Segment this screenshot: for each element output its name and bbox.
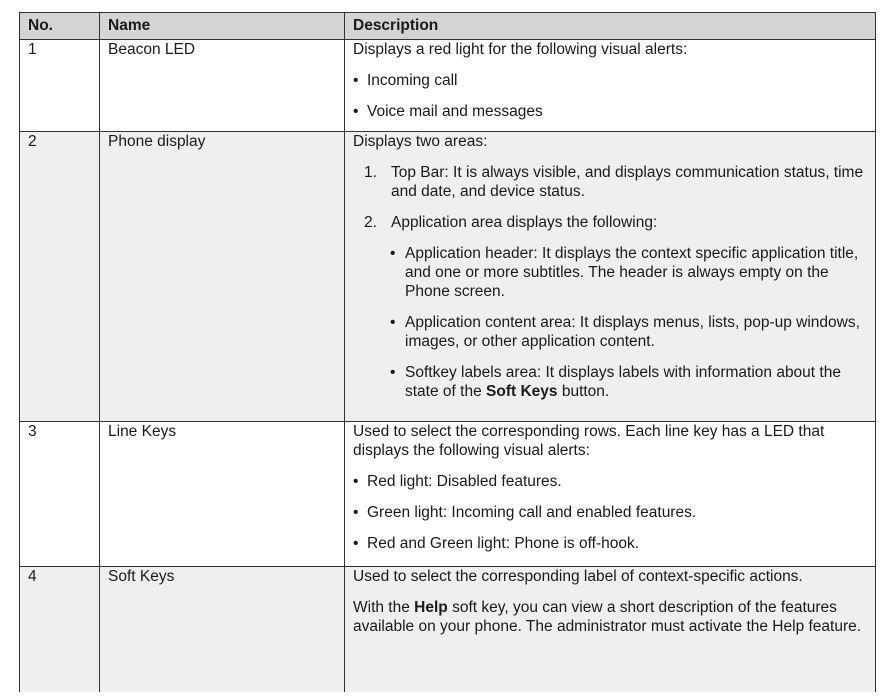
item-text: Application area displays the following:	[391, 214, 658, 231]
table-row	[20, 422, 876, 567]
soft-keys-bold: Soft Keys	[486, 383, 558, 400]
table-row	[20, 40, 876, 132]
row-name: Soft Keys	[108, 568, 175, 585]
header-description: Description	[345, 13, 876, 40]
row-number: 1	[28, 41, 37, 58]
numbered-item	[364, 163, 869, 201]
component-table	[19, 12, 876, 692]
help-text-after: soft key, you can view a short description of the features available on your phone. The administrator must activate the Help feature.	[353, 599, 862, 635]
list-item: • Red light: Disabled features.	[353, 472, 869, 491]
row-number: 3	[28, 423, 37, 440]
list-item: • Incoming call	[353, 71, 869, 90]
row-number: 4	[28, 568, 37, 585]
item-number: 1.	[364, 164, 377, 181]
sub-list-item: • Application content area: It displays menus, lists, pop-up windows, images, or other application content.	[390, 313, 869, 351]
header-name: Name	[100, 13, 345, 40]
help-bold: Help	[414, 599, 448, 616]
sub-list-item: • Application header: It displays the context specific application title, and one or more subtitles. The header is always empty on the Phone screen.	[390, 244, 869, 301]
softkey-text-before: Softkey labels area: It displays labels with information about the state of the	[405, 364, 841, 400]
list-item: • Green light: Incoming call and enabled features.	[353, 503, 869, 522]
row-intro: Displays two areas:	[353, 133, 488, 150]
table-row	[20, 132, 876, 422]
numbered-item	[364, 213, 869, 232]
table-row	[20, 567, 876, 693]
item-text: Top Bar: It is always visible, and displays communication status, time and date, and device status.	[391, 164, 864, 200]
help-paragraph	[353, 598, 869, 636]
header-row	[20, 13, 876, 40]
row-number: 2	[28, 133, 37, 150]
row-intro: Used to select the corresponding label of context-specific actions.	[353, 568, 803, 585]
help-text-before: With the	[353, 599, 410, 616]
row-name: Phone display	[108, 133, 206, 150]
row-name: Line Keys	[108, 423, 177, 440]
sub-list-item	[390, 363, 869, 401]
row-name: Beacon LED	[108, 41, 196, 58]
list-item: • Voice mail and messages	[353, 102, 869, 121]
header-no: No.	[20, 13, 100, 40]
softkey-text-after: button.	[561, 383, 610, 400]
row-intro: Used to select the corresponding rows. Each line key has a LED that displays the following visual alerts:	[353, 423, 825, 459]
item-number: 2.	[364, 214, 377, 231]
list-item: • Red and Green light: Phone is off-hook.	[353, 534, 869, 553]
row-intro: Displays a red light for the following visual alerts:	[353, 41, 688, 58]
